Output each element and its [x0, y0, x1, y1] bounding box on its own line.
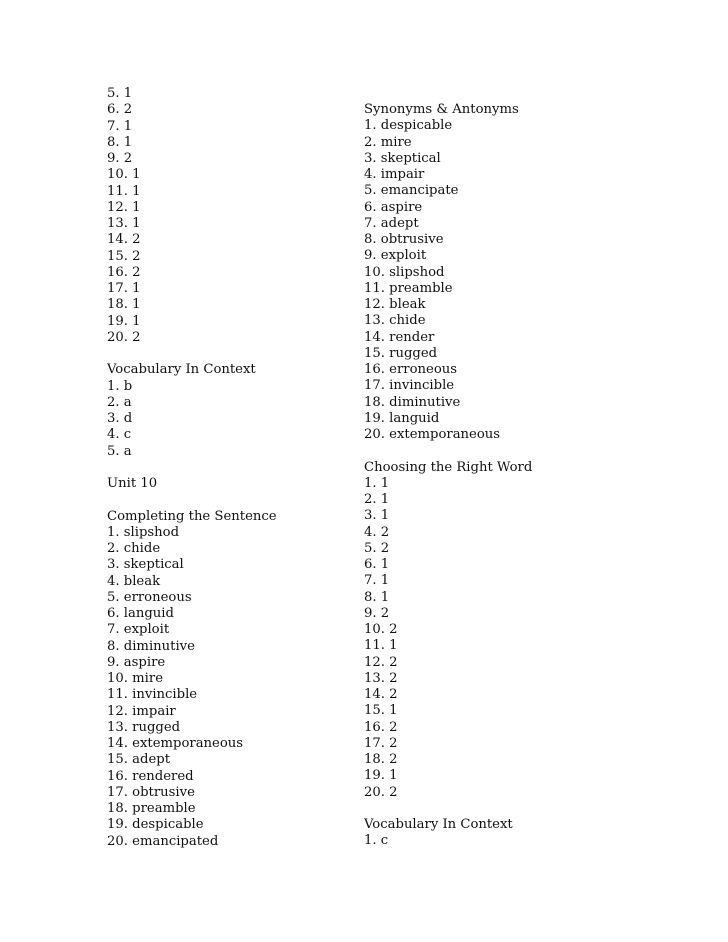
answer-line: 4. 2 — [364, 524, 390, 540]
answer-line: 17. 2 — [364, 735, 398, 751]
answer-line: 16. 2 — [107, 264, 141, 280]
answer-line: 15. rugged — [364, 345, 438, 361]
spacer — [364, 443, 532, 459]
answer-line: 16. rendered — [107, 768, 194, 784]
answer-line: 17. 1 — [107, 281, 141, 296]
answer-line: 13. 2 — [364, 670, 398, 686]
answer-line: 3. skeptical — [107, 557, 184, 573]
answer-line: 2. mire — [364, 134, 412, 150]
answer-line: 19. 1 — [364, 768, 398, 784]
spacer — [107, 492, 277, 508]
spacer — [107, 460, 277, 476]
answer-line: 11. preamble — [364, 280, 453, 296]
answer-line: 14. render — [364, 329, 435, 345]
answer-line: 1. 1 — [364, 475, 390, 491]
answer-line: 14. extemporaneous — [107, 736, 244, 751]
section-heading-synonyms-antonyms: Synonyms & Antonyms — [364, 102, 519, 117]
answer-line: 17. invincible — [364, 378, 455, 394]
answer-line: 20. 2 — [364, 784, 398, 800]
answer-line: 18. preamble — [107, 801, 196, 816]
answer-line: 4. bleak — [107, 573, 161, 589]
choosing-answers-continued — [107, 86, 277, 346]
answer-line: 1. b — [107, 378, 133, 394]
answer-line: 7. 1 — [364, 573, 390, 589]
answer-line: 11. 1 — [364, 638, 398, 654]
answer-line: 9. 2 — [364, 605, 390, 621]
answer-line: 14. 2 — [107, 232, 141, 248]
answer-line: 12. impair — [107, 703, 176, 719]
answer-line: 6. 2 — [107, 102, 133, 118]
answer-line: 7. 1 — [107, 118, 133, 134]
answer-line: 3. 1 — [364, 508, 390, 524]
answer-line: 4. c — [107, 427, 132, 443]
vocabulary-in-context-answers — [364, 833, 532, 849]
answer-line: 19. despicable — [107, 817, 204, 833]
answer-line: 12. bleak — [364, 297, 426, 312]
answer-line: 13. 1 — [107, 216, 141, 231]
answer-line: 10. slipshod — [364, 264, 445, 280]
answer-line: 6. 1 — [364, 557, 390, 572]
answer-line: 6. aspire — [364, 199, 423, 215]
answer-line: 10. 2 — [364, 622, 398, 637]
answer-line: 5. erroneous — [107, 589, 192, 605]
answer-line: 20. 2 — [107, 329, 141, 345]
left-column — [107, 86, 277, 850]
answer-line: 16. erroneous — [364, 362, 458, 377]
answer-line: 9. 2 — [107, 151, 133, 166]
answer-line: 8. 1 — [107, 134, 133, 150]
answer-line: 8. diminutive — [107, 638, 195, 654]
answer-line: 2. 1 — [364, 492, 390, 507]
answer-line: 9. exploit — [364, 248, 427, 264]
section-heading-choosing-the-right-word: Choosing the Right Word — [364, 459, 533, 475]
vocabulary-in-context-answers — [107, 379, 277, 460]
answer-line: 8. 1 — [364, 589, 390, 605]
answer-line: 20. emancipated — [107, 833, 219, 849]
answer-line: 20. extemporaneous — [364, 427, 501, 442]
answer-line: 8. obtrusive — [364, 232, 444, 247]
answer-line: 13. chide — [364, 313, 426, 329]
answer-line: 13. rugged — [107, 719, 181, 735]
answer-line: 3. d — [107, 411, 133, 426]
section-heading-vocabulary-in-context: Vocabulary In Context — [364, 817, 513, 832]
answer-line: 14. 2 — [364, 687, 398, 702]
answer-line: 19. languid — [364, 410, 440, 426]
answer-line: 2. a — [107, 394, 132, 410]
answer-line: 18. 1 — [107, 297, 141, 313]
answer-line: 5. a — [107, 443, 132, 459]
answer-line: 5. 2 — [364, 540, 390, 556]
completing-the-sentence-answers — [107, 525, 277, 850]
answer-line: 19. 1 — [107, 313, 141, 329]
answer-line: 16. 2 — [364, 719, 398, 735]
answer-line: 7. adept — [364, 215, 419, 231]
unit-title: Unit 10 — [107, 476, 158, 491]
answer-line: 15. adept — [107, 752, 171, 768]
answer-line: 11. invincible — [107, 687, 198, 703]
answer-line: 15. 2 — [107, 248, 141, 264]
answer-line: 18. 2 — [364, 752, 398, 767]
answer-line: 17. obtrusive — [107, 784, 195, 800]
section-heading-completing-the-sentence: Completing the Sentence — [107, 508, 277, 524]
answer-line: 3. skeptical — [364, 150, 441, 166]
answer-line: 10. 1 — [107, 167, 141, 183]
synonyms-antonyms-answers — [364, 118, 532, 443]
answer-line: 2. chide — [107, 541, 161, 556]
spacer — [364, 801, 532, 817]
answer-line: 15. 1 — [364, 703, 398, 719]
spacer — [107, 346, 277, 362]
answer-line: 9. aspire — [107, 654, 166, 670]
answer-line: 10. mire — [107, 671, 163, 686]
answer-line: 1. despicable — [364, 118, 453, 134]
answer-line: 4. impair — [364, 167, 425, 182]
answer-line: 5. emancipate — [364, 183, 459, 199]
answer-line: 7. exploit — [107, 622, 170, 638]
answer-line: 12. 1 — [107, 199, 141, 215]
answer-line: 1. c — [364, 833, 389, 849]
answer-line: 1. slipshod — [107, 524, 180, 540]
answer-line: 6. languid — [107, 606, 174, 621]
answer-line: 18. diminutive — [364, 394, 461, 410]
section-heading-vocabulary-in-context: Vocabulary In Context — [107, 362, 256, 378]
choosing-the-right-word-answers — [364, 476, 532, 801]
right-column — [364, 102, 532, 850]
answer-line: 12. 2 — [364, 654, 398, 670]
answer-line: 11. 1 — [107, 183, 141, 199]
answer-line: 5. 1 — [107, 86, 133, 101]
